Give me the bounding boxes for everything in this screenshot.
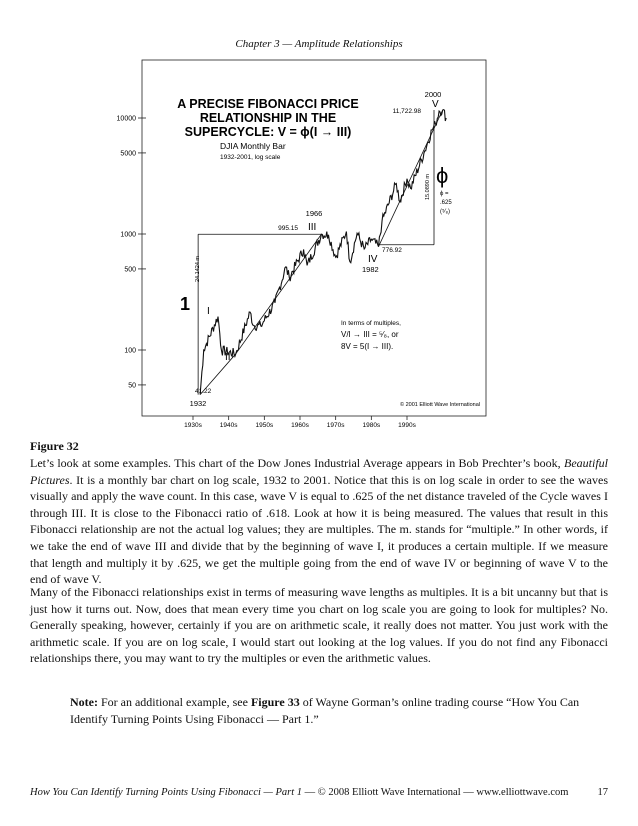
paragraph-1-part-a: Let’s look at some examples. This chart of the Dow Jones Industrial Average appears in Bob Prechter’s book, bbox=[30, 456, 564, 470]
y-tick-label: 500 bbox=[124, 266, 136, 274]
label-41: 41.22 bbox=[195, 388, 212, 395]
footer-book-title: How You Can Identify Turning Points Using Fibonacci — Part 1 bbox=[30, 787, 303, 798]
multiples-note-1: In terms of multiples, bbox=[341, 320, 401, 327]
chart-title-line-2: RELATIONSHIP IN THE bbox=[199, 111, 337, 125]
y-tick-label: 1000 bbox=[120, 231, 136, 239]
y-tick-label: 50 bbox=[128, 382, 136, 390]
x-tick-label: 1950s bbox=[255, 422, 274, 429]
label-2000: 2000 bbox=[424, 90, 442, 99]
trend-line-iv-v bbox=[378, 110, 442, 247]
note-text-b: of Wayne Gorman’s online trading course “How You Can Identify Turning Points Using Fibonacci — Part 1.” bbox=[70, 695, 580, 726]
label-1982: 1982 bbox=[362, 265, 379, 274]
running-header: Chapter 3 — Amplitude Relationships bbox=[235, 38, 403, 50]
note-block bbox=[70, 694, 600, 727]
trend-line-ii-iii bbox=[236, 234, 322, 354]
y-tick-label: 100 bbox=[124, 347, 136, 355]
phi-val: .625 bbox=[440, 200, 452, 206]
phi-symbol: ϕ bbox=[436, 163, 449, 188]
x-tick-label: 1930s bbox=[184, 422, 202, 429]
note-text-a: For an additional example, see bbox=[97, 695, 251, 709]
x-tick-label: 1960s bbox=[291, 422, 309, 429]
x-tick-label: 1980s bbox=[362, 422, 381, 429]
note-label: Note: bbox=[70, 695, 98, 709]
chart-title-line-1: A PRECISE FIBONACCI PRICE bbox=[177, 97, 359, 111]
page-footer bbox=[30, 787, 608, 798]
label-wave-ii: II bbox=[225, 352, 231, 363]
label-wave-iii: III bbox=[308, 222, 317, 233]
footer-rest: — © 2008 Elliott Wave International — www.elliottwave.com bbox=[302, 787, 569, 798]
paragraph-1 bbox=[30, 455, 608, 588]
label-776: 776.92 bbox=[382, 247, 402, 254]
book-title: Beautiful Pictures bbox=[30, 456, 608, 487]
phi-eq: ϕ = bbox=[440, 191, 449, 197]
paragraph-2: Many of the Fibonacci relationships exist in terms of measuring wave lengths as multiples. It is a bit uncanny but that is just how it turns out. Now, does that mean every time you chart on log scale you are going to look for multiples? No. Generally speaking, however, certainly if you are on arithmetic scale, it really does not matter. You just work with the arithmetic scale. If you are on log scale, I would start out looking at the log values. If you do not find any Fibonacci relationships there, you may want to try the multiples or even the arithmetic values. bbox=[30, 585, 608, 666]
note-figure-ref: Figure 33 bbox=[250, 695, 300, 709]
right-multiple-label: 15.0890 m bbox=[425, 174, 431, 200]
chart-subtitle: DJIA Monthly Bar bbox=[220, 141, 286, 151]
chart-copyright: © 2001 Elliott Wave International bbox=[400, 402, 480, 408]
chart-subtitle-2: 1932-2001, log scale bbox=[220, 154, 281, 161]
label-wave-iv: IV bbox=[368, 254, 378, 265]
x-axis-ticks bbox=[184, 416, 416, 429]
label-1966: 1966 bbox=[305, 209, 323, 218]
label-big-1: 1 bbox=[180, 294, 191, 314]
paragraph-1-part-b: . It is a monthly bar chart on log scale, 1932 to 2001. Notice that this is on log scale in order to see the waves visually and apply the wave count. In this case, wave V is equal to .625 of the net distance traveled of the Cycle waves I through III. It is close to the Fibonacci ratio of .618. Look at how it is being measured. The values that result in this Fibonacci relationship are not the actual log values; they are multiples. The m. stands for “multiple.” In other words, if we take the end of wave III and divide that by the beginning of wave I, it produces a certain multiple. If we measure that length and multiply it by .625, we get the multiple going from the end of wave IV or beginning of wave V to the end of wave V. bbox=[30, 472, 608, 587]
chart-title-line-3: SUPERCYCLE: V = ϕ(I → III) bbox=[184, 125, 352, 139]
label-1932: 1932 bbox=[189, 399, 207, 408]
y-axis-ticks bbox=[117, 116, 146, 390]
x-tick-label: 1990s bbox=[398, 422, 416, 429]
label-wave-i: I bbox=[207, 306, 210, 317]
label-peak: 11,722.98 bbox=[392, 108, 421, 115]
footer-text bbox=[30, 787, 568, 798]
phi-frac: (⁵⁄₈) bbox=[440, 209, 450, 215]
page-number: 17 bbox=[597, 787, 608, 798]
chart-title-block bbox=[177, 97, 359, 161]
label-995: 995.15 bbox=[278, 225, 298, 232]
y-tick-label: 5000 bbox=[120, 150, 136, 158]
left-multiple-label: 24.1424 m bbox=[195, 256, 201, 282]
y-tick-label: 10000 bbox=[116, 115, 136, 123]
label-wave-v: V bbox=[432, 99, 439, 110]
x-tick-label: 1940s bbox=[219, 422, 238, 429]
figure-label: Figure 32 bbox=[30, 439, 79, 453]
multiples-note-3: 8V = 5(I → III). bbox=[341, 342, 394, 351]
x-tick-label: 1970s bbox=[326, 422, 345, 429]
multiples-note-2: V/I → III = ⁵⁄₈, or bbox=[341, 330, 399, 339]
